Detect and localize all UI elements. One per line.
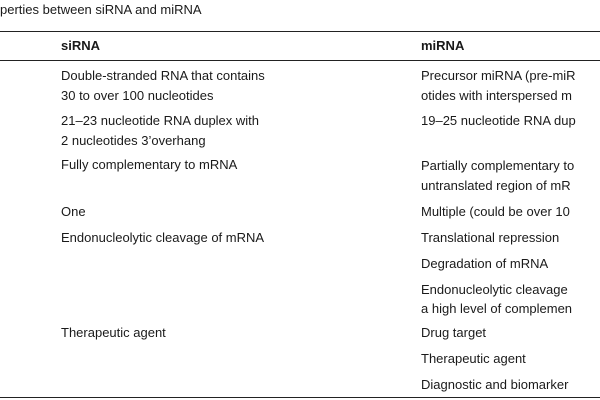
mirna-cell-line: Precursor miRNA (pre-miR [421,68,576,83]
mirna-cell-line: Translational repression [421,230,560,245]
mirna-cell-line: Multiple (could be over 10 [421,204,570,219]
sirna-cell-line: Fully complementary to mRNA [61,157,238,172]
sirna-cell-line: Double-stranded RNA that contains [61,68,265,83]
mirna-cell-line: Therapeutic agent [421,351,526,366]
mirna-cell-line: Diagnostic and biomarker [421,377,569,392]
mirna-cell-line: otides with interspersed m [421,88,573,103]
mirna-cell-line: Degradation of mRNA [421,256,549,271]
sirna-cell-line: One [61,204,86,219]
table-top-rule [0,31,600,32]
mirna-cell-line: Endonucleolytic cleavage [421,282,568,297]
sirna-cell-line: 30 to over 100 nucleotides [61,88,214,103]
table-bottom-rule [0,397,600,398]
sirna-cell-line: 21–23 nucleotide RNA duplex with [61,113,260,128]
mirna-cell-line: 19–25 nucleotide RNA dup [421,113,576,128]
mirna-cell-line: Partially complementary to [421,158,575,173]
sirna-cell-line: Therapeutic agent [61,325,166,340]
mirna-cell-line: untranslated region of mR [421,178,571,193]
header-mirna: miRNA [421,38,465,53]
mirna-cell-line: a high level of complemen [421,301,573,316]
header-bottom-rule [0,60,600,61]
sirna-cell-line: Endonucleolytic cleavage of mRNA [61,230,265,245]
header-sirna: siRNA [61,38,101,53]
sirna-cell-line: 2 nucleotides 3’overhang [61,133,206,148]
table-caption: perties between siRNA and miRNA [0,2,202,17]
mirna-cell-line: Drug target [421,325,487,340]
